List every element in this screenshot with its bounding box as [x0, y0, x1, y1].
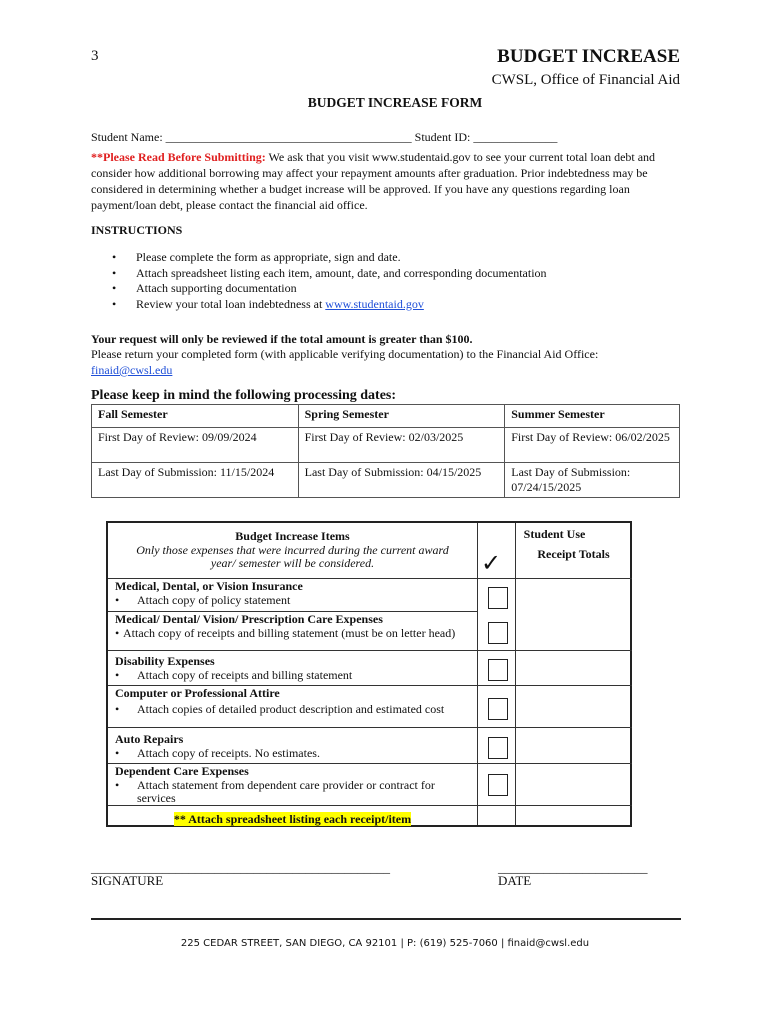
- list-item: [115, 580, 475, 607]
- receipt-totals-label: Receipt Totals: [537, 547, 610, 561]
- item-title: Disability Expenses: [115, 654, 215, 668]
- list-item: [115, 613, 480, 640]
- footer-address: 225 CEDAR STREET, SAN DIEGO, CA 92101 | P: (619) 525-7060 | finaid@cwsl.edu: [180, 938, 590, 949]
- instruction-item-text: Review your total loan indebtedness at: [136, 296, 326, 311]
- table-header-row: [92, 405, 680, 428]
- item-title: Computer or Professional Attire: [115, 686, 280, 700]
- review-note: Your request will only be reviewed if the total amount is greater than $100.: [91, 332, 473, 346]
- item-bullet: • Attach copy of policy statement: [115, 594, 475, 608]
- item-title: Dependent Care Expenses: [115, 764, 249, 778]
- notice-paragraph: [91, 149, 681, 213]
- return-note: Please return your completed form (with applicable verifying documentation) to the Financial Aid Office:: [91, 347, 599, 361]
- column-summer: Summer Semester: [505, 405, 680, 428]
- processing-dates-table: [91, 404, 680, 498]
- footer-divider: [91, 918, 681, 920]
- items-footer-note: ** Attach spreadsheet listing each receipt/item: [173, 812, 412, 826]
- checkbox-auto-repairs[interactable]: [488, 737, 508, 759]
- column-fall: Fall Semester: [92, 405, 299, 428]
- item-title: Medical/ Dental/ Vision/ Prescription Care Expenses: [115, 612, 383, 626]
- page-number: 3: [91, 48, 99, 64]
- notice-label: **Please Read Before Submitting:: [91, 150, 266, 164]
- table-row: [92, 428, 680, 463]
- studentaid-link[interactable]: www.studentaid.gov: [325, 296, 424, 311]
- items-heading: Budget Increase Items: [235, 529, 350, 543]
- item-bullet: • Attach statement from dependent care provider or contract for services: [115, 779, 460, 806]
- form-title: BUDGET INCREASE FORM: [307, 95, 483, 110]
- instructions-heading: INSTRUCTIONS: [91, 223, 183, 237]
- header-subtitle: CWSL, Office of Financial Aid: [491, 72, 680, 88]
- item-title: Auto Repairs: [115, 732, 184, 746]
- instruction-item: • Please complete the form as appropriate, sign and date.: [91, 250, 681, 266]
- item-bullet: • Attach copy of receipts and billing statement: [115, 669, 475, 683]
- notice-text: We ask that you visit www.studentaid.gov to see your current total loan debt and consider how additional borrowing may affect your repayment amounts after graduation. Prior indebtedness may be considered in determining whether a budget increase will be approved. If you have any questions regarding loan payment/loan debt, please contact the financial aid office.: [91, 150, 656, 212]
- item-title: Medical, Dental, or Vision Insurance: [115, 579, 303, 593]
- instruction-item: • Attach supporting documentation: [91, 281, 681, 297]
- instruction-item: [91, 297, 681, 313]
- fall-review: First Day of Review: 09/09/2024: [92, 428, 299, 463]
- checkmark-icon: ✓: [481, 549, 502, 577]
- instructions-list: [91, 250, 681, 312]
- date-label: DATE: [498, 873, 532, 888]
- email-link[interactable]: finaid@cwsl.edu: [91, 363, 173, 377]
- item-bullet: • Attach copy of receipts and billing statement (must be on letter head): [115, 627, 480, 641]
- items-subheading: Only those expenses that were incurred during the current award year/ semester will be considered.: [136, 542, 449, 570]
- list-item: [115, 733, 475, 760]
- column-spring: Spring Semester: [298, 405, 505, 428]
- student-use-label: Student Use: [523, 527, 586, 541]
- fall-submission: Last Day of Submission: 11/15/2024: [92, 463, 299, 498]
- signature-line[interactable]: ______________________________________________: [91, 860, 390, 875]
- summer-submission: Last Day of Submission: 07/24/15/2025: [505, 463, 680, 498]
- summer-review: First Day of Review: 06/02/2025: [505, 428, 680, 463]
- budget-items-table: [106, 521, 632, 827]
- checkbox-disability[interactable]: [488, 659, 508, 681]
- signature-label: SIGNATURE: [91, 873, 164, 888]
- list-item: [115, 765, 460, 806]
- spring-review: First Day of Review: 02/03/2025: [298, 428, 505, 463]
- item-bullet: • Attach copies of detailed product description and estimated cost: [115, 703, 475, 717]
- checkbox-dependent-care[interactable]: [488, 774, 508, 796]
- spring-submission: Last Day of Submission: 04/15/2025: [298, 463, 505, 498]
- date-line[interactable]: _______________________: [498, 860, 648, 875]
- list-item: [115, 687, 475, 716]
- processing-heading: Please keep in mind the following processing dates:: [91, 388, 397, 403]
- student-line: Student Name: _________________________________________ Student ID: ______________: [91, 130, 558, 144]
- header-title: BUDGET INCREASE: [497, 46, 680, 67]
- checkbox-computer-attire[interactable]: [488, 698, 508, 720]
- instruction-item: • Attach spreadsheet listing each item, amount, date, and corresponding documentation: [91, 266, 681, 282]
- checkbox-insurance[interactable]: [488, 587, 508, 609]
- checkbox-medical-expenses[interactable]: [488, 622, 508, 644]
- table-row: [92, 463, 680, 498]
- list-item: [115, 655, 475, 682]
- item-bullet: • Attach copy of receipts. No estimates.: [115, 747, 475, 761]
- items-footer-note-wrap: [108, 810, 477, 828]
- email-link-wrap: [91, 362, 681, 378]
